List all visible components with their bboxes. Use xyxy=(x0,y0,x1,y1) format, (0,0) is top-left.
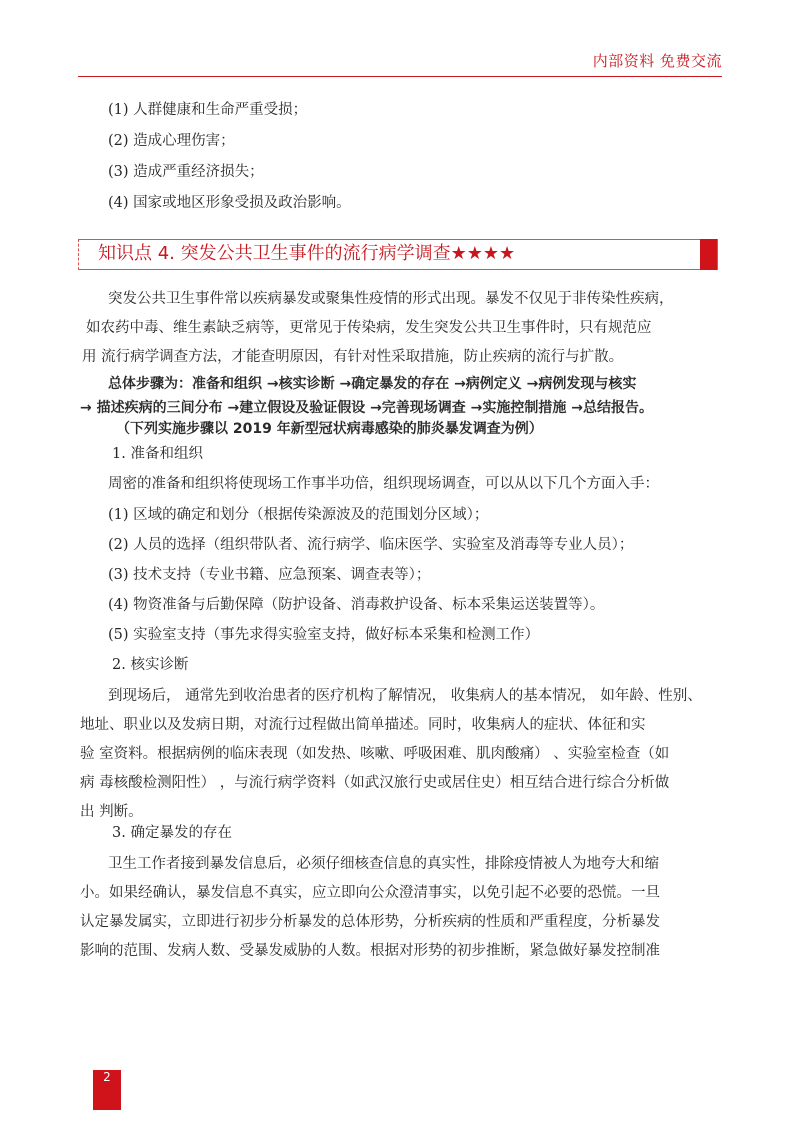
paragraph-line: 如农药中毒、维生素缺乏病等，更常见于传染病，发生突发公共卫生事件时，只有规范应 xyxy=(86,320,652,336)
paragraph-line: 周密的准备和组织将使现场工作事半功倍，组织现场调查，可以从以下几个方面入手： xyxy=(108,476,659,492)
paragraph-line: 病 毒核酸检测阳性） ，与流行病学资料（如武汉旅行史或居住史）相互结合进行综合分析做 xyxy=(80,775,670,791)
list-item: (1) 区域的确定和划分（根据传染源波及的范围划分区域）； xyxy=(108,507,489,523)
paragraph-line: 影响的范围、发病人数、受暴发威胁的人数。根据对形势的初步推断，紧急做好暴发控制准 xyxy=(80,943,660,959)
paragraph-line: 认定暴发属实，立即进行初步分析暴发的总体形势，分析疾病的性质和严重程度，分析暴发 xyxy=(80,914,660,930)
overall-steps-note: （下列实施步骤以 2019 年新型冠状病毒感染的肺炎暴发调查为例） xyxy=(116,421,543,437)
list-item: (4) 物资准备与后勤保障（防护设备、消毒救护设备、标本采集运送装置等）。 xyxy=(108,597,605,613)
section-heading-accent-bar xyxy=(700,239,717,270)
section-heading: 知识点 4. 突发公共卫生事件的流行病学调查★★★★ xyxy=(98,243,516,264)
page-number-tab xyxy=(93,1070,121,1110)
header-label: 内部资料 免费交流 xyxy=(592,52,722,70)
page-number: 2 xyxy=(103,1070,111,1084)
header-rule xyxy=(78,76,722,77)
paragraph-line: 突发公共卫生事件常以疾病暴发或聚集性疫情的形式出现。暴发不仅见于非传染性疾病， xyxy=(108,291,674,307)
list-item: (3) 技术支持（专业书籍、应急预案、调查表等）； xyxy=(108,567,431,583)
paragraph-line: 出 判断。 xyxy=(80,804,143,820)
paragraph-line: 地址、职业以及发病日期，对流行过程做出简单描述。同时，收集病人的症状、体征和实 xyxy=(80,717,646,733)
overall-steps-line: 总体步骤为：准备和组织 →核实诊断 →确定暴发的存在 →病例定义 →病例发现与核实 xyxy=(108,376,637,392)
step-title: 2. 核实诊断 xyxy=(112,657,189,673)
list-item: (3) 造成严重经济损失； xyxy=(108,164,264,180)
overall-steps-line: → 描述疾病的三间分布 →建立假设及验证假设 →完善现场调查 →实施控制措施 →总结报告。 xyxy=(80,400,654,416)
list-item: (5) 实验室支持（事先求得实验室支持，做好标本采集和检测工作） xyxy=(108,627,540,643)
paragraph-line: 验 室资料。根据病例的临床表现（如发热、咳嗽、呼吸困难、肌肉酸痛） 、实验室检查（如 xyxy=(80,746,670,762)
list-item: (4) 国家或地区形象受损及政治影响。 xyxy=(108,195,351,211)
paragraph-line: 小。如果经确认，暴发信息不真实，应立即向公众澄清事实，以免引起不必要的恐慌。一旦 xyxy=(80,885,660,901)
list-item: (1) 人群健康和生命严重受损； xyxy=(108,102,308,118)
list-item: (2) 造成心理伤害； xyxy=(108,133,235,149)
paragraph-line: 到现场后， 通常先到收治患者的医疗机构了解情况， 收集病人的基本情况， 如年龄、性别、 xyxy=(108,688,702,704)
paragraph-line: 用 流行病学调查方法，才能查明原因，有针对性采取措施，防止疾病的流行与扩散。 xyxy=(82,349,624,365)
list-item: (2) 人员的选择（组织带队者、流行病学、临床医学、实验室及消毒等专业人员）； xyxy=(108,537,634,553)
paragraph-line: 卫生工作者接到暴发信息后，必须仔细核查信息的真实性，排除疫情被人为地夸大和缩 xyxy=(108,856,659,872)
step-title: 3. 确定暴发的存在 xyxy=(112,825,232,841)
step-title: 1. 准备和组织 xyxy=(112,446,203,462)
